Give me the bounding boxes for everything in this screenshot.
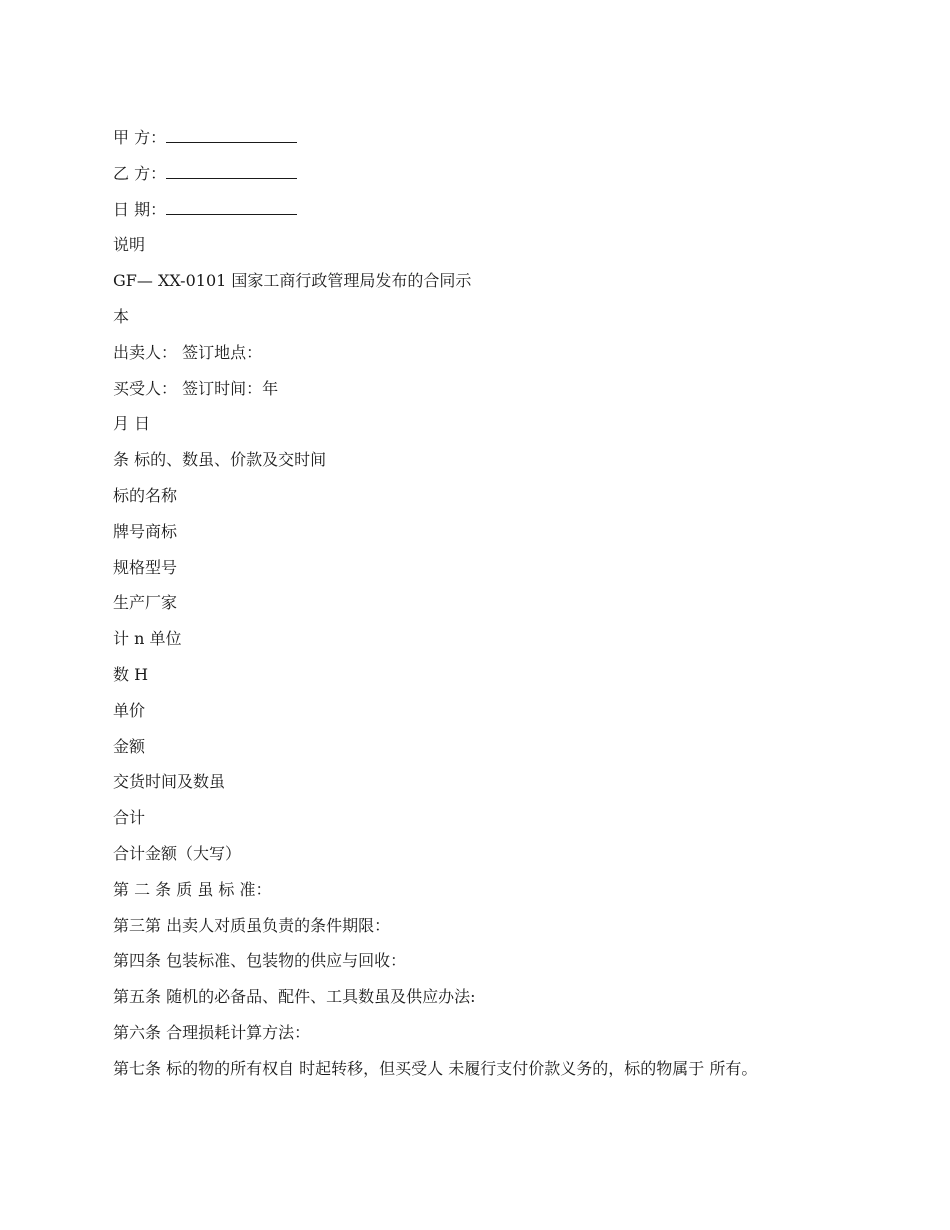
body-line: 出卖人： 签订地点： [113,343,263,362]
body-line: 第五条 随机的必备品、配件、工具数虽及供应办法: [113,987,476,1006]
party-b-label: 乙 方： [113,164,167,183]
body-line: 标的名称 [113,486,178,505]
body-line: 合计 [113,808,146,827]
body-line: 合计金额（大写） [113,844,242,863]
body-line: 第四条 包装标准、包装物的供应与回收： [113,951,407,970]
body-line: 买受人： 签订时间：年 [113,379,279,398]
party-a-label: 甲 方： [113,128,167,147]
body-line: 条 标的、数虽、价款及交时间 [113,450,327,469]
body-line: 第六条 合理损耗计算方法： [113,1023,311,1042]
body-line: 计 n 单位 [113,629,182,648]
body-line: 交货时间及数虽 [113,772,226,791]
body-line: 金额 [113,737,146,756]
date-blank [166,200,297,215]
body-line: GF— XX-0101 国家工商行政管理局发布的合同示 [113,271,472,290]
body-line: 规格型号 [113,558,178,577]
body-line: 数 H [113,665,149,684]
body-line: 月 日 [113,414,151,433]
party-a-field [113,128,297,148]
date-field [113,200,297,220]
body-line: 生产厂家 [113,593,178,612]
body-line: 第三第 出卖人对质虽负责的条件期限： [113,916,391,935]
body-line: 牌号商标 [113,522,178,541]
body-line: 单价 [113,701,146,720]
body-line: 本 [113,307,130,326]
party-b-field [113,164,297,184]
body-line: 说明 [113,235,146,254]
body-line: 第 二 条 质 虽 标 准： [113,880,272,899]
party-a-blank [166,128,297,143]
date-label: 日 期： [113,200,167,219]
body-line: 第七条 标的物的所有权自 时起转移，但买受人 未履行支付价款义务的，标的物属于 所有。 [113,1059,758,1078]
party-b-blank [166,164,297,179]
